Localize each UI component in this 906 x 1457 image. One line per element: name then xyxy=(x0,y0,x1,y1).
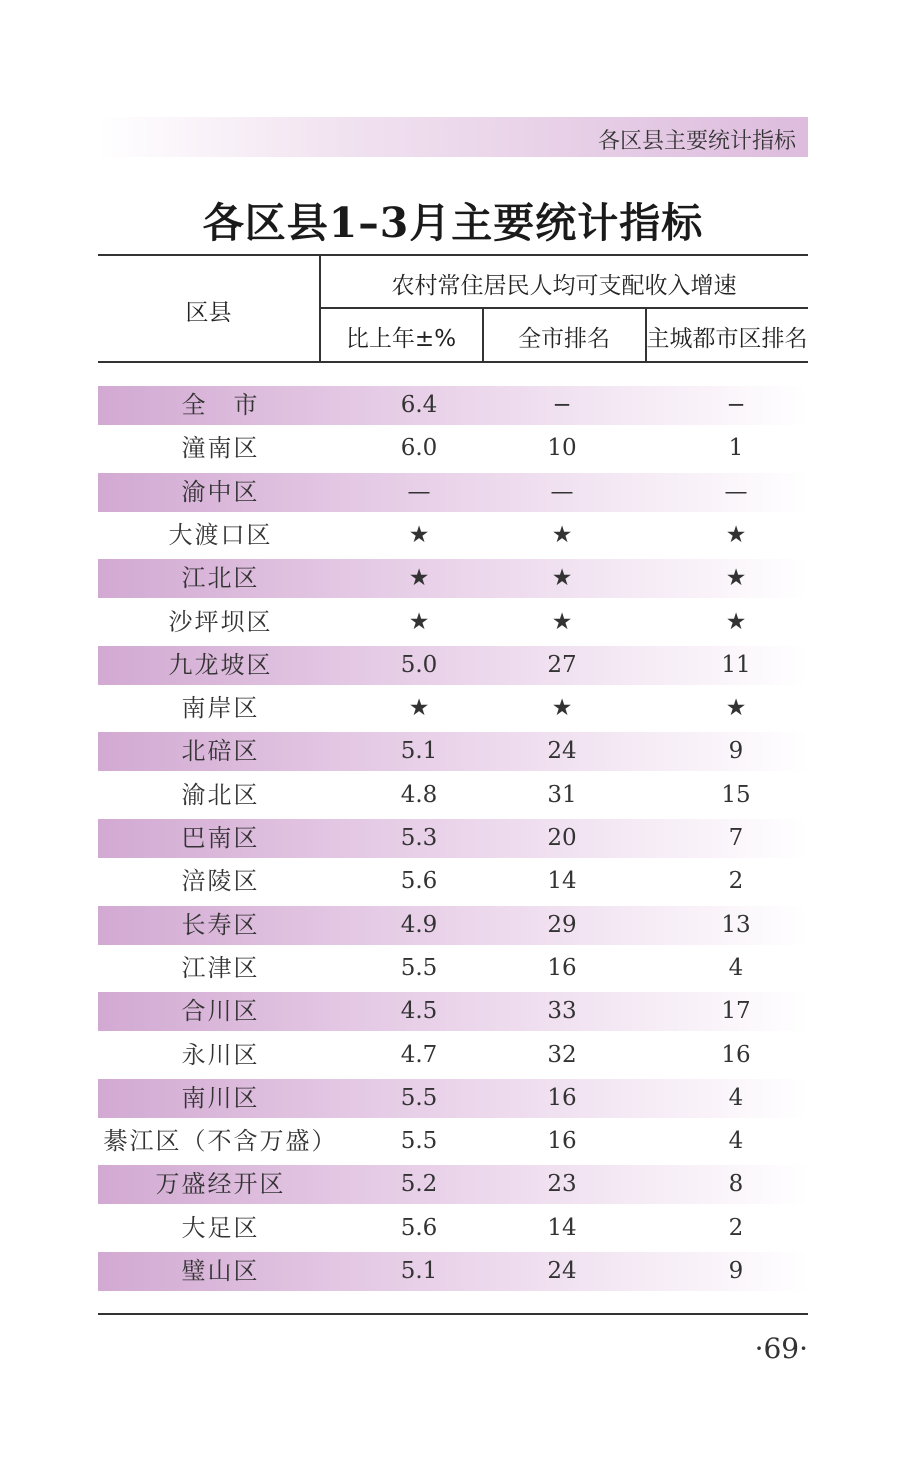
district-cell: 南川区 xyxy=(181,1083,260,1112)
district-cell: 巴南区 xyxy=(181,824,260,852)
page-title: 各区县1–3月主要统计指标 xyxy=(202,199,704,247)
core-rank-cell: 7 xyxy=(728,825,744,851)
table-bottom-rule xyxy=(98,1313,808,1315)
change-cell: 5.6 xyxy=(400,1214,438,1241)
district-cell: 长寿区 xyxy=(181,910,260,939)
change-cell: ★ xyxy=(408,521,430,548)
district-cell: 北碚区 xyxy=(181,737,260,766)
core-rank-cell: − xyxy=(726,392,746,418)
table-row xyxy=(98,689,808,728)
table-row xyxy=(98,949,808,988)
table-row xyxy=(98,1036,808,1075)
core-rank-cell: 1 xyxy=(728,435,744,462)
change-cell: 5.5 xyxy=(400,1128,438,1155)
change-cell: 4.5 xyxy=(400,998,438,1025)
city-rank-cell: ★ xyxy=(551,608,573,635)
change-cell: ★ xyxy=(408,565,430,592)
district-cell: 沙坪坝区 xyxy=(168,607,273,636)
city-rank-cell: 29 xyxy=(547,911,577,938)
city-rank-cell: 24 xyxy=(547,1258,577,1284)
table-row xyxy=(98,386,808,425)
district-cell: 大足区 xyxy=(181,1213,260,1242)
change-cell: 4.7 xyxy=(400,1041,438,1068)
city-rank-cell: 23 xyxy=(547,1171,577,1198)
city-rank-cell: 20 xyxy=(547,825,577,851)
change-cell: 5.2 xyxy=(400,1171,438,1198)
change-cell: 6.0 xyxy=(400,435,438,462)
header-divider xyxy=(319,307,808,309)
city-rank-cell: ★ xyxy=(551,521,573,548)
header-col1: 比上年±% xyxy=(345,326,457,352)
table-row xyxy=(98,603,808,642)
table-row xyxy=(98,906,808,945)
core-rank-cell: ★ xyxy=(725,565,747,592)
city-rank-cell: — xyxy=(550,478,574,505)
district-cell: 渝中区 xyxy=(181,477,260,506)
city-rank-cell: 27 xyxy=(547,651,577,678)
city-rank-cell: 32 xyxy=(547,1041,577,1068)
table-row xyxy=(98,1079,808,1118)
core-rank-cell: 2 xyxy=(728,1214,744,1241)
core-rank-cell: 4 xyxy=(728,1084,744,1111)
change-cell: 4.9 xyxy=(400,911,438,938)
core-rank-cell: 9 xyxy=(728,1258,744,1284)
city-rank-cell: ★ xyxy=(551,695,573,722)
change-cell: 5.1 xyxy=(400,1258,438,1284)
city-rank-cell: 24 xyxy=(547,738,577,765)
district-cell: 綦江区（不含万盛） xyxy=(103,1127,338,1156)
table-row xyxy=(98,1252,808,1291)
city-rank-cell: 31 xyxy=(547,781,577,808)
table-row xyxy=(98,516,808,555)
section-banner-text: 各区县主要统计指标 xyxy=(597,129,796,154)
table-row xyxy=(98,559,808,598)
core-rank-cell: ★ xyxy=(725,521,747,548)
change-cell: ★ xyxy=(408,695,430,722)
table-row xyxy=(98,992,808,1031)
core-rank-cell: 11 xyxy=(721,651,751,678)
district-cell: 大渡口区 xyxy=(168,520,273,549)
change-cell: 6.4 xyxy=(400,392,438,418)
change-cell: 5.1 xyxy=(400,738,438,765)
core-rank-cell: 15 xyxy=(721,781,751,808)
page-number: ·69· xyxy=(754,1332,808,1365)
table-row xyxy=(98,819,808,858)
change-cell: 4.8 xyxy=(400,781,438,808)
district-cell: 涪陵区 xyxy=(181,867,260,896)
city-rank-cell: 16 xyxy=(547,954,577,981)
district-cell: 万盛经开区 xyxy=(155,1170,286,1199)
table-row xyxy=(98,1122,808,1161)
table-row xyxy=(98,862,808,901)
city-rank-cell: ★ xyxy=(551,565,573,592)
table-row xyxy=(98,646,808,685)
core-rank-cell: 16 xyxy=(721,1041,751,1068)
table-top-rule xyxy=(98,254,808,256)
district-cell: 潼南区 xyxy=(181,434,260,463)
core-rank-cell: 8 xyxy=(728,1171,744,1198)
table-row xyxy=(98,473,808,512)
district-cell: 九龙坡区 xyxy=(168,650,273,679)
header-col2: 全市排名 xyxy=(518,326,610,352)
core-rank-cell: ★ xyxy=(725,695,747,722)
district-cell: 南岸区 xyxy=(181,694,260,723)
change-cell: — xyxy=(407,478,431,505)
city-rank-cell: 14 xyxy=(547,1214,577,1241)
core-rank-cell: 13 xyxy=(721,911,751,938)
header-bottom-rule xyxy=(98,361,808,363)
district-cell: 合川区 xyxy=(181,997,260,1026)
change-cell: 5.6 xyxy=(400,868,438,895)
change-cell: 5.5 xyxy=(400,954,438,981)
header-district: 区县 xyxy=(185,300,232,326)
core-rank-cell: ★ xyxy=(725,608,747,635)
header-group: 农村常住居民人均可支配收入增速 xyxy=(391,273,737,299)
change-cell: 5.3 xyxy=(400,825,438,851)
core-rank-cell: 4 xyxy=(728,1128,744,1155)
table-row xyxy=(98,732,808,771)
table-row xyxy=(98,429,808,468)
table-row xyxy=(98,1209,808,1248)
core-rank-cell: — xyxy=(724,478,748,505)
district-cell: 渝北区 xyxy=(181,780,260,809)
change-cell: 5.5 xyxy=(400,1084,438,1111)
section-banner xyxy=(98,117,808,157)
city-rank-cell: 10 xyxy=(547,435,577,462)
city-rank-cell: 16 xyxy=(547,1084,577,1111)
header-col3: 主城都市区排名 xyxy=(646,326,808,352)
core-rank-cell: 2 xyxy=(728,868,744,895)
table-row xyxy=(98,1165,808,1204)
city-rank-cell: 14 xyxy=(547,868,577,895)
district-cell: 璧山区 xyxy=(181,1257,260,1285)
district-cell: 江津区 xyxy=(181,953,260,982)
district-cell: 永川区 xyxy=(181,1040,260,1069)
change-cell: ★ xyxy=(408,608,430,635)
table-row xyxy=(98,776,808,815)
city-rank-cell: 16 xyxy=(547,1128,577,1155)
core-rank-cell: 9 xyxy=(728,738,744,765)
change-cell: 5.0 xyxy=(400,651,438,678)
city-rank-cell: − xyxy=(552,392,572,418)
district-cell: 全 市 xyxy=(181,391,260,419)
district-cell: 江北区 xyxy=(181,564,260,593)
core-rank-cell: 4 xyxy=(728,954,744,981)
core-rank-cell: 17 xyxy=(721,998,751,1025)
city-rank-cell: 33 xyxy=(547,998,577,1025)
